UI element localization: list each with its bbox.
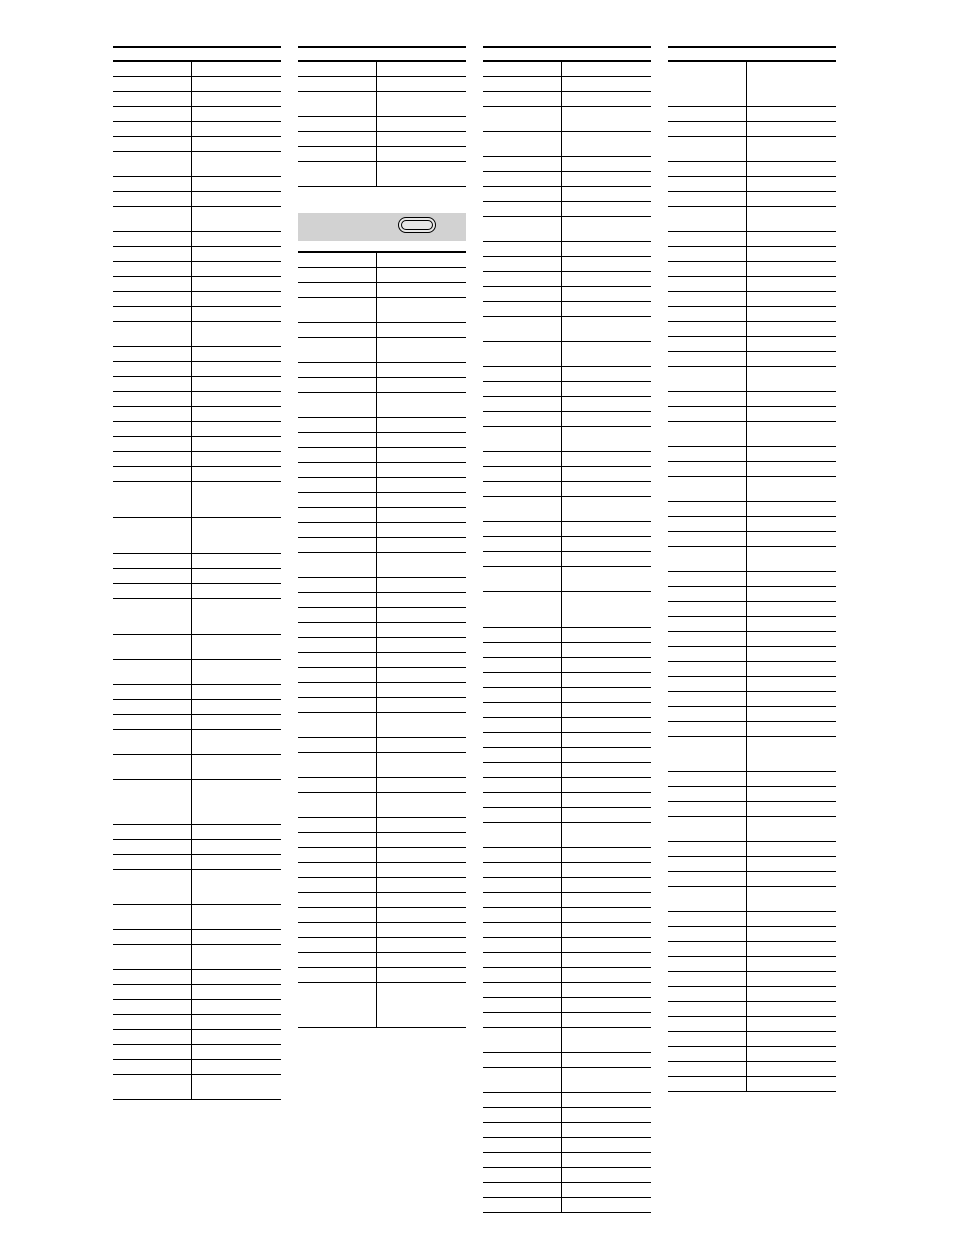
table-row [298, 983, 466, 1028]
table-row [668, 802, 836, 817]
table-row [298, 608, 466, 623]
table-row [113, 262, 281, 277]
table-row [483, 497, 651, 522]
table-row [483, 658, 651, 673]
table-row [668, 192, 836, 207]
table-row [113, 422, 281, 437]
table-row [668, 422, 836, 447]
table-row [113, 232, 281, 247]
table-row [298, 283, 466, 298]
rounded-button-icon [398, 217, 436, 233]
table-row [483, 718, 651, 733]
table-row [113, 107, 281, 122]
table-row [483, 863, 651, 878]
table-row [668, 517, 836, 532]
table-row [483, 412, 651, 427]
table-row [113, 407, 281, 422]
table-row [483, 272, 651, 287]
table-header [483, 48, 651, 62]
table-row [483, 1183, 651, 1198]
table-row [298, 538, 466, 553]
table-row [483, 217, 651, 242]
table-row [298, 132, 466, 147]
table-header [668, 48, 836, 62]
table-row [483, 1153, 651, 1168]
table-row [483, 1138, 651, 1153]
table-row [668, 137, 836, 162]
table-row [298, 77, 466, 92]
table-row [298, 953, 466, 968]
table-row [113, 467, 281, 482]
table-row [668, 367, 836, 392]
table-row [483, 808, 651, 823]
table-row [298, 753, 466, 778]
table-row [113, 730, 281, 755]
table-header [298, 48, 466, 62]
table-row [298, 363, 466, 378]
table-row [113, 277, 281, 292]
table-row [668, 772, 836, 787]
table-row [113, 247, 281, 262]
table-row [668, 532, 836, 547]
table-row [113, 152, 281, 177]
table-row [298, 698, 466, 713]
table-row [298, 863, 466, 878]
table-row [668, 617, 836, 632]
table-row [483, 673, 651, 688]
table-row [113, 482, 281, 518]
table-row [483, 317, 651, 342]
table-row [668, 307, 836, 322]
table-row [298, 253, 466, 268]
table-row [668, 647, 836, 662]
table-row [298, 738, 466, 753]
table-row [113, 292, 281, 307]
table-column-4 [668, 46, 836, 1092]
table-row [113, 660, 281, 685]
table-row [483, 242, 651, 257]
table-row [483, 763, 651, 778]
table-row [483, 953, 651, 968]
table-row [298, 463, 466, 478]
table-row [298, 298, 466, 323]
table-row [668, 722, 836, 737]
table-row [298, 878, 466, 893]
table-column-2 [298, 46, 466, 1028]
table-row [483, 522, 651, 537]
table-row [113, 945, 281, 970]
table-row [668, 787, 836, 802]
table-row [668, 122, 836, 137]
table-row [483, 923, 651, 938]
table-row [113, 362, 281, 377]
table-row [113, 715, 281, 730]
table-row [668, 972, 836, 987]
table-row [113, 177, 281, 192]
table-row [483, 132, 651, 157]
table-row [668, 857, 836, 872]
table-row [483, 983, 651, 998]
table-row [298, 478, 466, 493]
table-row [483, 1028, 651, 1053]
table-row [668, 337, 836, 352]
table-row [113, 207, 281, 232]
table-row [668, 692, 836, 707]
table-row [483, 397, 651, 412]
table-row [113, 635, 281, 660]
table-row [483, 908, 651, 923]
table-row [298, 653, 466, 668]
table-row [483, 703, 651, 718]
table-row [483, 552, 651, 567]
table-row [668, 392, 836, 407]
table-row [298, 92, 466, 117]
table-row [113, 92, 281, 107]
table-row [483, 382, 651, 397]
table-row [483, 1013, 651, 1028]
table-row [483, 452, 651, 467]
table-row [668, 352, 836, 367]
table-row [113, 840, 281, 855]
table-row [298, 893, 466, 908]
table-row [483, 592, 651, 628]
table-row [483, 467, 651, 482]
table-row [113, 62, 281, 77]
table-row [668, 987, 836, 1002]
table-row [668, 1047, 836, 1062]
section-banner [298, 213, 466, 241]
table-row [668, 957, 836, 972]
table-row [668, 1032, 836, 1047]
table-row [483, 893, 651, 908]
table-row [668, 927, 836, 942]
table-row [298, 668, 466, 683]
table-row [298, 553, 466, 578]
table-row [113, 1075, 281, 1100]
table-row [298, 268, 466, 283]
table-row [668, 232, 836, 247]
table-row [113, 347, 281, 362]
table-row [483, 878, 651, 893]
table-row [298, 833, 466, 848]
table-row [298, 393, 466, 418]
table-row [668, 912, 836, 927]
table-row [668, 587, 836, 602]
table-column-3 [483, 46, 651, 1213]
table-row [298, 848, 466, 863]
table-row [668, 502, 836, 517]
table-row [668, 447, 836, 462]
table-row [113, 905, 281, 930]
table-row [298, 62, 466, 77]
table-row [483, 302, 651, 317]
table-row [668, 207, 836, 232]
table-row [483, 643, 651, 658]
table-row [298, 778, 466, 793]
table-row [298, 578, 466, 593]
table-row [483, 748, 651, 763]
table-row [298, 162, 466, 187]
table-row [113, 437, 281, 452]
table-row [113, 825, 281, 840]
table-row [113, 77, 281, 92]
table-row [298, 117, 466, 132]
table-header [113, 48, 281, 62]
table-row [668, 677, 836, 692]
table-row [113, 755, 281, 780]
table-row [668, 462, 836, 477]
table-row [668, 262, 836, 277]
table-row [483, 367, 651, 382]
table-row [668, 547, 836, 572]
table-row [483, 537, 651, 552]
table-row [483, 998, 651, 1013]
table-row [483, 107, 651, 132]
table-row [483, 968, 651, 983]
table-row [113, 1015, 281, 1030]
table-row [113, 1000, 281, 1015]
table-row [298, 623, 466, 638]
table-row [113, 780, 281, 825]
table-row [668, 1017, 836, 1032]
table-row [483, 688, 651, 703]
table-row [668, 277, 836, 292]
table-row [483, 823, 651, 848]
table-row [298, 433, 466, 448]
table-row [668, 62, 836, 107]
table-row [298, 593, 466, 608]
table-row [113, 392, 281, 407]
table-row [483, 793, 651, 808]
table-row [113, 518, 281, 554]
table-row [483, 172, 651, 187]
table-row [113, 1030, 281, 1045]
table-row [483, 157, 651, 172]
table-row [113, 322, 281, 347]
table-row [113, 122, 281, 137]
table-row [298, 147, 466, 162]
table-row [668, 632, 836, 647]
table-row [668, 1062, 836, 1077]
table-row [668, 477, 836, 502]
table-row [113, 1045, 281, 1060]
table-row [668, 292, 836, 307]
table-row [668, 1002, 836, 1017]
table-row [668, 407, 836, 422]
table-row [483, 733, 651, 748]
table-row [298, 968, 466, 983]
table-column-1 [113, 46, 281, 1100]
table-row [298, 338, 466, 363]
table-row [113, 307, 281, 322]
table-row [298, 493, 466, 508]
table-row [668, 707, 836, 722]
table-row [113, 569, 281, 584]
table-row [483, 567, 651, 592]
table-row [668, 942, 836, 957]
table-row [668, 602, 836, 617]
table-row [668, 842, 836, 857]
table-row [668, 107, 836, 122]
table-row [113, 554, 281, 569]
table-row [113, 700, 281, 715]
table-row [483, 1068, 651, 1093]
table-row [298, 523, 466, 538]
table-row [483, 1093, 651, 1108]
table-header-rule [298, 241, 466, 253]
table-row [298, 418, 466, 433]
table-row [483, 257, 651, 272]
table-row [298, 908, 466, 923]
table-row [483, 848, 651, 863]
table-row [483, 1123, 651, 1138]
table-row [483, 1198, 651, 1213]
table-row [113, 1060, 281, 1075]
table-row [668, 872, 836, 887]
table-row [483, 938, 651, 953]
table-row [483, 628, 651, 643]
table-row [483, 187, 651, 202]
table-row [113, 970, 281, 985]
table-row [483, 1168, 651, 1183]
table-row [483, 287, 651, 302]
table-row [668, 572, 836, 587]
table-row [668, 322, 836, 337]
table-row [298, 508, 466, 523]
table-row [298, 938, 466, 953]
table-row [298, 923, 466, 938]
table-row [113, 930, 281, 945]
table-row [483, 62, 651, 77]
table-row [113, 685, 281, 700]
table-row [668, 887, 836, 912]
table-row [298, 818, 466, 833]
table-row [298, 448, 466, 463]
table-row [668, 662, 836, 677]
table-row [668, 247, 836, 262]
table-row [483, 92, 651, 107]
table-row [483, 342, 651, 367]
table-row [113, 985, 281, 1000]
table-row [298, 793, 466, 818]
table-row [113, 870, 281, 905]
table-row [668, 1077, 836, 1092]
table-row [483, 77, 651, 92]
table-row [668, 817, 836, 842]
table-row [298, 713, 466, 738]
table-row [298, 378, 466, 393]
table-row [668, 162, 836, 177]
table-row [483, 1053, 651, 1068]
table-row [298, 323, 466, 338]
table-row [483, 202, 651, 217]
table-row [483, 482, 651, 497]
table-row [483, 1108, 651, 1123]
table-row [298, 638, 466, 653]
table-row [113, 584, 281, 599]
table-row [113, 452, 281, 467]
table-row [113, 599, 281, 635]
table-row [668, 737, 836, 772]
table-row [483, 778, 651, 793]
table-row [113, 192, 281, 207]
table-row [113, 855, 281, 870]
table-row [483, 427, 651, 452]
table-row [298, 683, 466, 698]
table-row [113, 377, 281, 392]
table-row [113, 137, 281, 152]
table-row [668, 177, 836, 192]
